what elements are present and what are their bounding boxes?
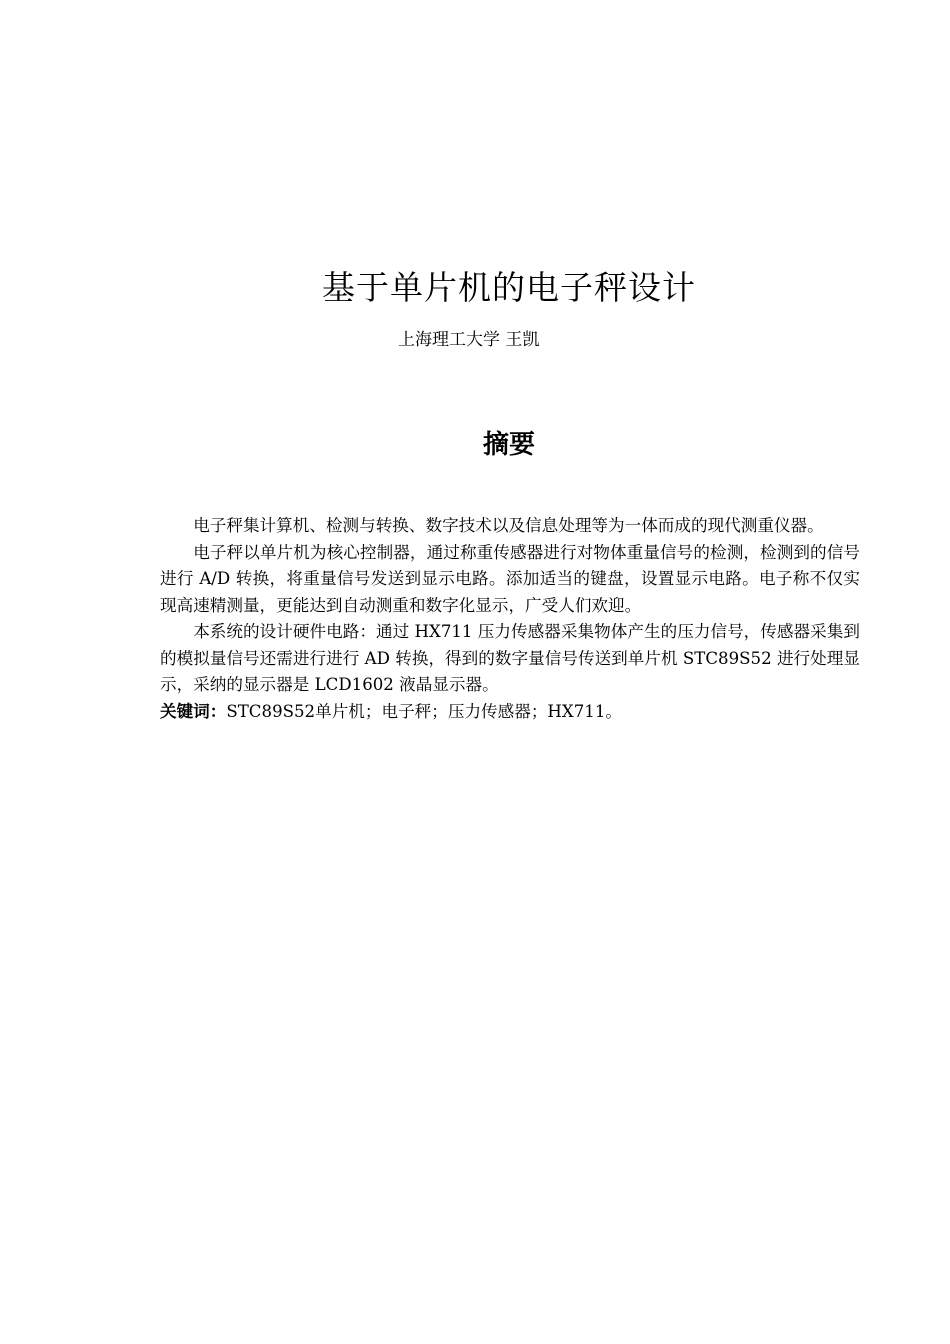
abstract-paragraph: 本系统的设计硬件电路：通过 HX711 压力传感器采集物体产生的压力信号，传感器采集到的模拟量信号还需进行进行 AD 转换，得到的数字量信号传送到单片机 STC89S52 进行处理显示，采纳的显示器是 LCD1602 液晶显示器。 <box>160 622 860 694</box>
keywords-line <box>160 699 860 726</box>
abstract-paragraph: 电子秤以单片机为核心控制器，通过称重传感器进行对物体重量信号的检测，检测到的信号进行 A/D 转换，将重量信号发送到显示电路。添加适当的键盘，设置显示电路。电子称不仅实现高速精测量，更能达到自动测重和数字化显示，广受人们欢迎。 <box>160 542 860 615</box>
author-affiliation: 上海理工大学 王凯 <box>398 330 540 350</box>
keywords-label: 关键词： <box>160 701 227 721</box>
paper-title: 基于单片机的电子秤设计 <box>322 268 696 307</box>
abstract-heading: 摘要 <box>482 430 535 460</box>
abstract-body <box>160 513 860 725</box>
keywords-text: STC89S52单片机；电子秤；压力传感器；HX711。 <box>226 701 622 721</box>
abstract-paragraph: 电子秤集计算机、检测与转换、数字技术以及信息处理等为一体而成的现代测重仪器。 <box>193 516 824 535</box>
